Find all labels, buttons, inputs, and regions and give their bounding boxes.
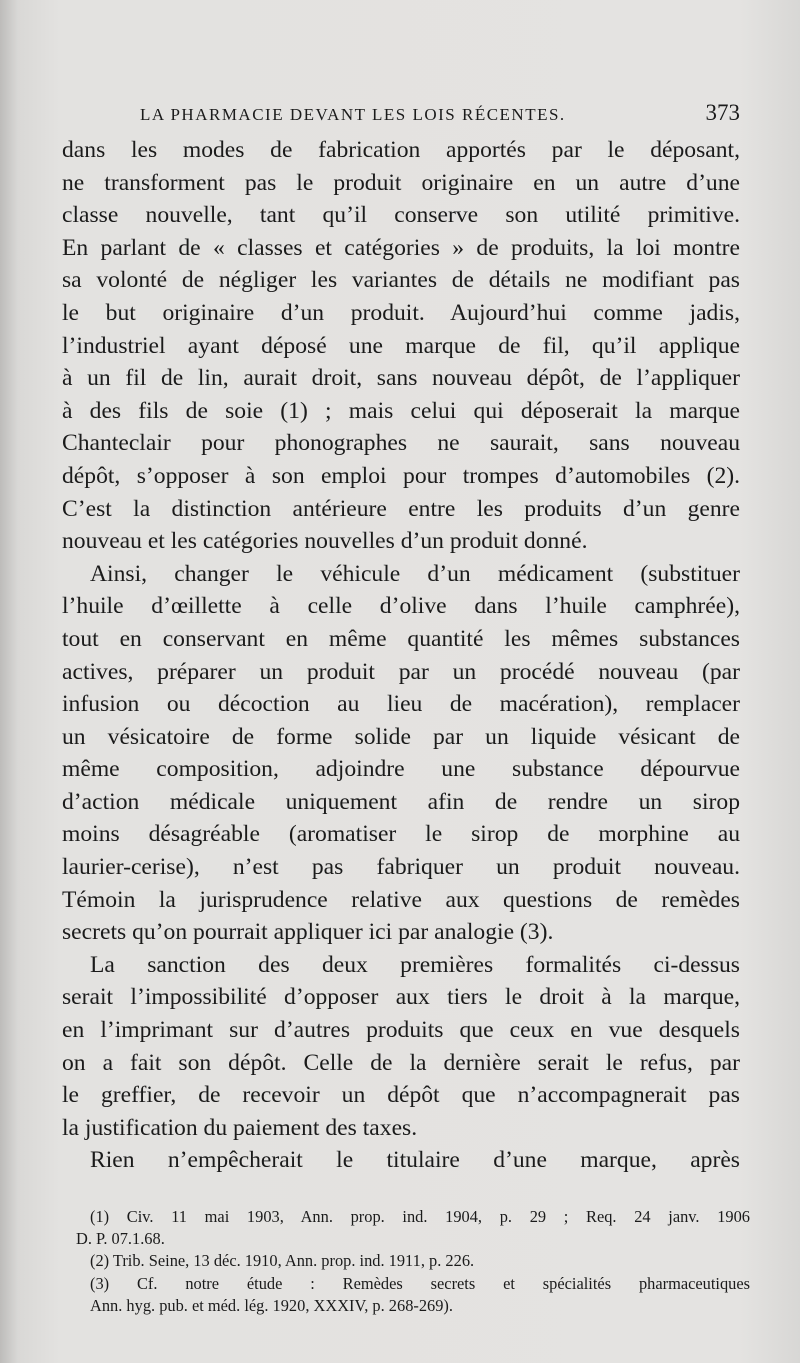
body-line: moins désagréable (aromatiser le sirop de morphine au [62,821,740,848]
body-line: Chanteclair pour phonographes ne saurait, sans nouveau [62,430,740,457]
footnote-line: (1) Civ. 11 mai 1903, Ann. prop. ind. 1904, p. 29 ; Req. 24 janv. 1906 [90,1207,750,1226]
body-line: infusion ou décoction au lieu de macération), remplacer [62,691,740,718]
body-line: l’industriel ayant déposé une marque de fil, qu’il applique [62,332,740,359]
running-header [140,100,740,126]
body-line: Ainsi, changer le véhicule d’un médicament (substituer [90,560,740,587]
body-line: sa volonté de négliger les variantes de détails ne modifiant pas [62,267,740,294]
body-line: La sanction des deux premières formalités ci-dessus [90,951,740,978]
footnote-line: Ann. hyg. pub. et méd. lég. 1920, XXXIV, p. 268-269). [90,1295,453,1315]
body-line: serait l’impossibilité d’opposer aux tiers le droit à la marque, [62,984,740,1011]
body-line: laurier-cerise), n’est pas fabriquer un produit nouveau. [62,854,740,881]
body-line: on a fait son dépôt. Celle de la dernière serait le refus, par [62,1049,740,1076]
body-text [62,134,740,1177]
running-title: LA PHARMACIE DEVANT LES LOIS RÉCENTES. [140,105,566,124]
body-line: en l’imprimant sur d’autres produits que ceux en vue desquels [62,1017,740,1044]
footnote-line: D. P. 07.1.68. [76,1229,165,1249]
body-line: tout en conservant en même quantité les mêmes substances [62,625,740,652]
body-line: Rien n’empêcherait le titulaire d’une marque, après [90,1147,740,1174]
body-line: En parlant de « classes et catégories » de produits, la loi montre [62,234,740,261]
body-line: à des fils de soie (1) ; mais celui qui déposerait la marque [62,397,740,424]
footnote-line: (2) Trib. Seine, 13 déc. 1910, Ann. prop. ind. 1911, p. 226. [90,1251,475,1271]
body-line: classe nouvelle, tant qu’il conserve son utilité primitive. [62,202,740,229]
footnotes [76,1206,750,1317]
body-line: même composition, adjoindre une substance dépourvue [62,756,740,783]
body-line: d’action médicale uniquement afin de rendre un sirop [62,788,740,815]
body-line: la justification du paiement des taxes. [62,1114,418,1141]
body-line: dans les modes de fabrication apportés par le déposant, [62,137,740,163]
body-line: nouveau et les catégories nouvelles d’un produit donné. [62,528,588,555]
body-line: secrets qu’on pourrait appliquer ici par analogie (3). [62,919,554,946]
body-line: le greffier, de recevoir un dépôt que n’accompagnerait pas [62,1082,740,1109]
body-line: l’huile d’œillette à celle d’olive dans l’huile camphrée), [62,593,740,620]
body-line: C’est la distinction antérieure entre les produits d’un genre [62,495,740,522]
body-line: le but originaire d’un produit. Aujourd’hui comme jadis, [62,299,740,326]
body-line: Témoin la jurisprudence relative aux questions de remèdes [62,886,740,913]
body-line: ne transforment pas le produit originaire en un autre d’une [62,169,740,196]
page-number: 373 [705,100,740,125]
body-line: un vésicatoire de forme solide par un liquide vésicant de [62,723,740,750]
body-line: à un fil de lin, aurait droit, sans nouveau dépôt, de l’appliquer [62,365,740,392]
footnote-line: (3) Cf. notre étude : Remèdes secrets et spécialités pharmaceutiques [90,1273,750,1293]
body-line: dépôt, s’opposer à son emploi pour trompes d’automobiles (2). [62,462,740,489]
body-line: actives, préparer un produit par un procédé nouveau (par [62,658,740,685]
